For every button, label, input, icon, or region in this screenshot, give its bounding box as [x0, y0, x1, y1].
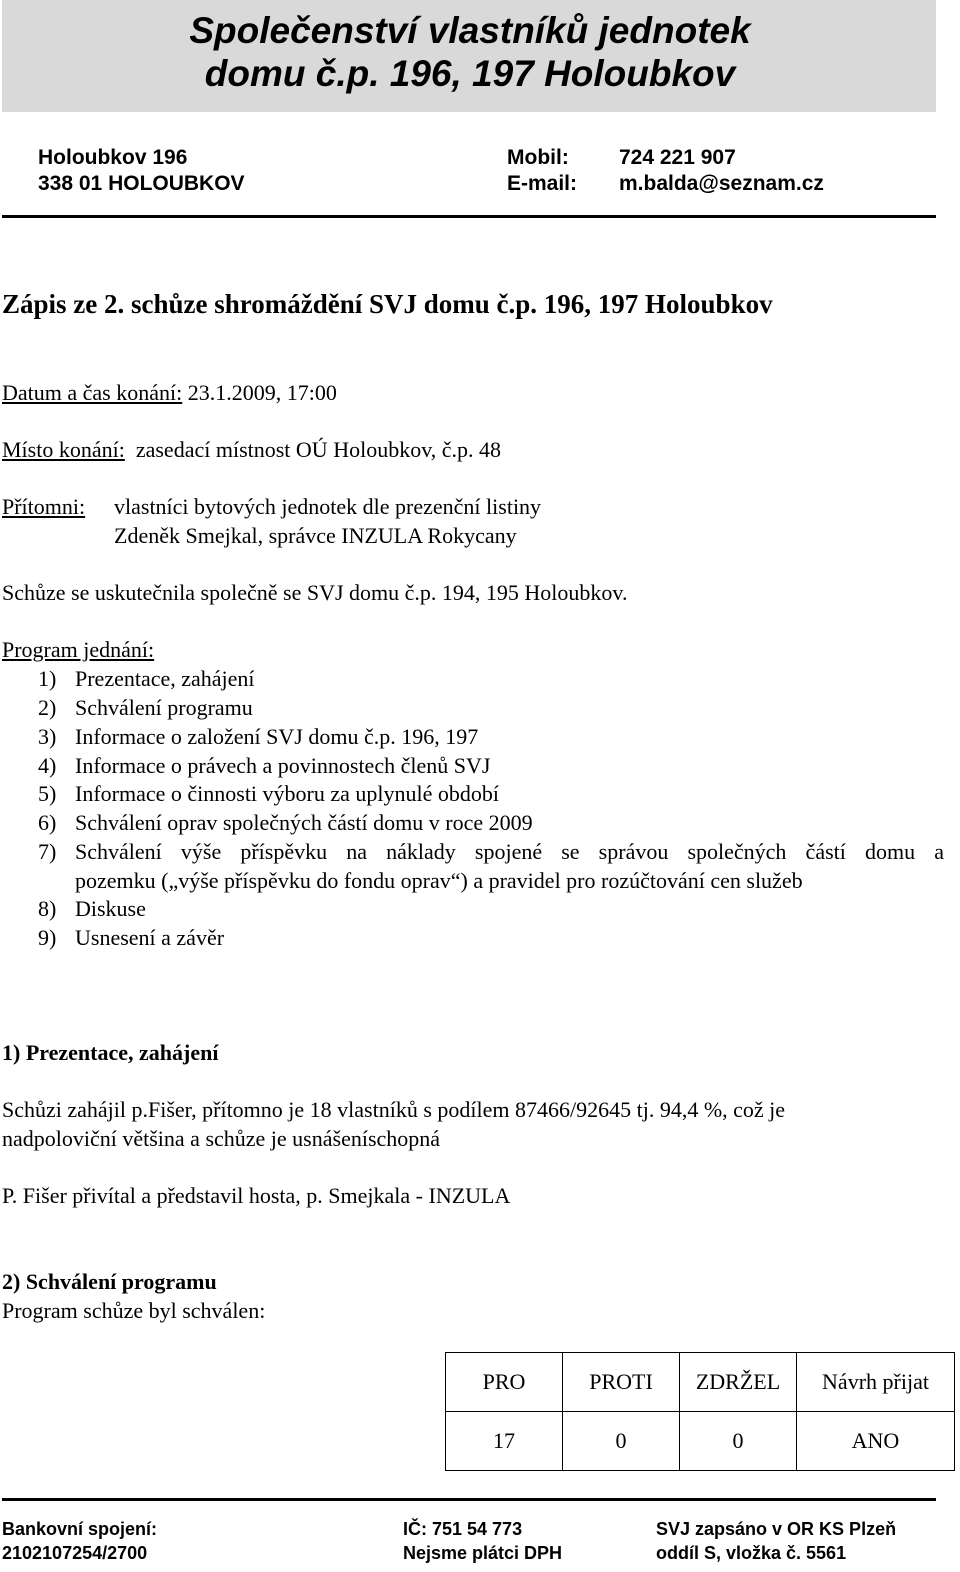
present-line2: Zdeněk Smejkal, správce INZULA Rokycany [114, 523, 517, 548]
section2-text: Program schůze byl schválen: [2, 1298, 266, 1323]
vote-header-proti: PROTI [563, 1353, 680, 1412]
ic-number: IČ: 751 54 773 [403, 1519, 523, 1539]
program-item-8: 8) Diskuse [38, 896, 146, 921]
header-title-line2: domu č.p. 196, 197 Holoubkov [204, 53, 736, 94]
section1-paragraph2: P. Fišer přivítal a představil hosta, p. Smejkala - INZULA [2, 1183, 511, 1208]
register-line1: SVJ zapsáno v OR KS Plzeň [656, 1519, 897, 1539]
place-row [2, 435, 501, 464]
section1-heading: 1) Prezentace, zahájení [2, 1040, 219, 1065]
present-line1: vlastníci bytových jednotek dle prezenční listiny [114, 494, 542, 519]
section1-paragraph-line1: Schůzi zahájil p.Fišer, přítomno je 18 vlastníků s podílem 87466/92645 tj. 94,4 %, což je [2, 1097, 786, 1122]
section2-heading: 2) Schválení programu [2, 1269, 217, 1294]
program-item-7-text: Schválení výše příspěvku na náklady spojené se správou společných částí domu a [75, 839, 944, 864]
vote-header-pro: PRO [446, 1353, 563, 1412]
mobile-value: 724 221 907 [619, 146, 736, 169]
email-label: E-mail: [507, 172, 578, 195]
program-item-7-cont: pozemku („výše příspěvku do fondu oprav“) a pravidel pro rozúčtování cen služeb [75, 868, 803, 893]
vote-header-result: Návrh přijat [797, 1353, 955, 1412]
program-item-6: 6) Schválení oprav společných částí domu v roce 2009 [38, 810, 533, 835]
register-line2: oddíl S, vložka č. 5561 [656, 1543, 847, 1563]
vote-value-proti: 0 [563, 1412, 680, 1471]
email-value: m.balda@seznam.cz [619, 172, 824, 195]
vote-value-result: ANO [797, 1412, 955, 1471]
header-title-line1: Společenství vlastníků jednotek [189, 10, 751, 51]
vote-table [445, 1352, 955, 1471]
program-item-7-num: 7) [38, 839, 57, 864]
dph-note: Nejsme plátci DPH [403, 1543, 563, 1563]
mobile-label: Mobil: [507, 146, 569, 169]
present-label: Přítomni: [2, 494, 86, 519]
minutes-title: Zápis ze 2. schůze shromáždění SVJ domu č.p. 196, 197 Holoubkov [2, 289, 773, 319]
program-item-1: 1) Prezentace, zahájení [38, 666, 255, 691]
vote-header-zdrzel: ZDRŽEL [680, 1353, 797, 1412]
program-item-9: 9) Usnesení a závěr [38, 925, 225, 950]
footer-divider [2, 1498, 936, 1501]
date-row [2, 378, 337, 407]
vote-table-value-row [446, 1412, 955, 1471]
place-label: Místo konání: [2, 437, 125, 462]
address-line1: Holoubkov 196 [38, 146, 188, 169]
program-item-4: 4) Informace o právech a povinnostech členů SVJ [38, 753, 491, 778]
date-value: 23.1.2009, 17:00 [187, 380, 337, 405]
program-item-5: 5) Informace o činnosti výboru za uplynulé období [38, 781, 500, 806]
bank-label: Bankovní spojení: [2, 1519, 158, 1539]
header-divider [2, 215, 936, 218]
program-item-2: 2) Schválení programu [38, 695, 253, 720]
joint-meeting-note: Schůze se uskutečnila společně se SVJ domu č.p. 194, 195 Holoubkov. [2, 580, 628, 605]
date-label: Datum a čas konání: [2, 380, 183, 405]
address-line2: 338 01 HOLOUBKOV [38, 172, 245, 195]
vote-value-zdrzel: 0 [680, 1412, 797, 1471]
vote-value-pro: 17 [446, 1412, 563, 1471]
bank-account: 2102107254/2700 [2, 1543, 148, 1563]
vote-table-header-row [446, 1353, 955, 1412]
program-item-3: 3) Informace o založení SVJ domu č.p. 196, 197 [38, 724, 479, 749]
section1-paragraph-line2: nadpoloviční většina a schůze je usnášeníschopná [2, 1126, 441, 1151]
place-value: zasedací místnost OÚ Holoubkov, č.p. 48 [135, 437, 502, 462]
program-label: Program jednání: [2, 637, 155, 662]
